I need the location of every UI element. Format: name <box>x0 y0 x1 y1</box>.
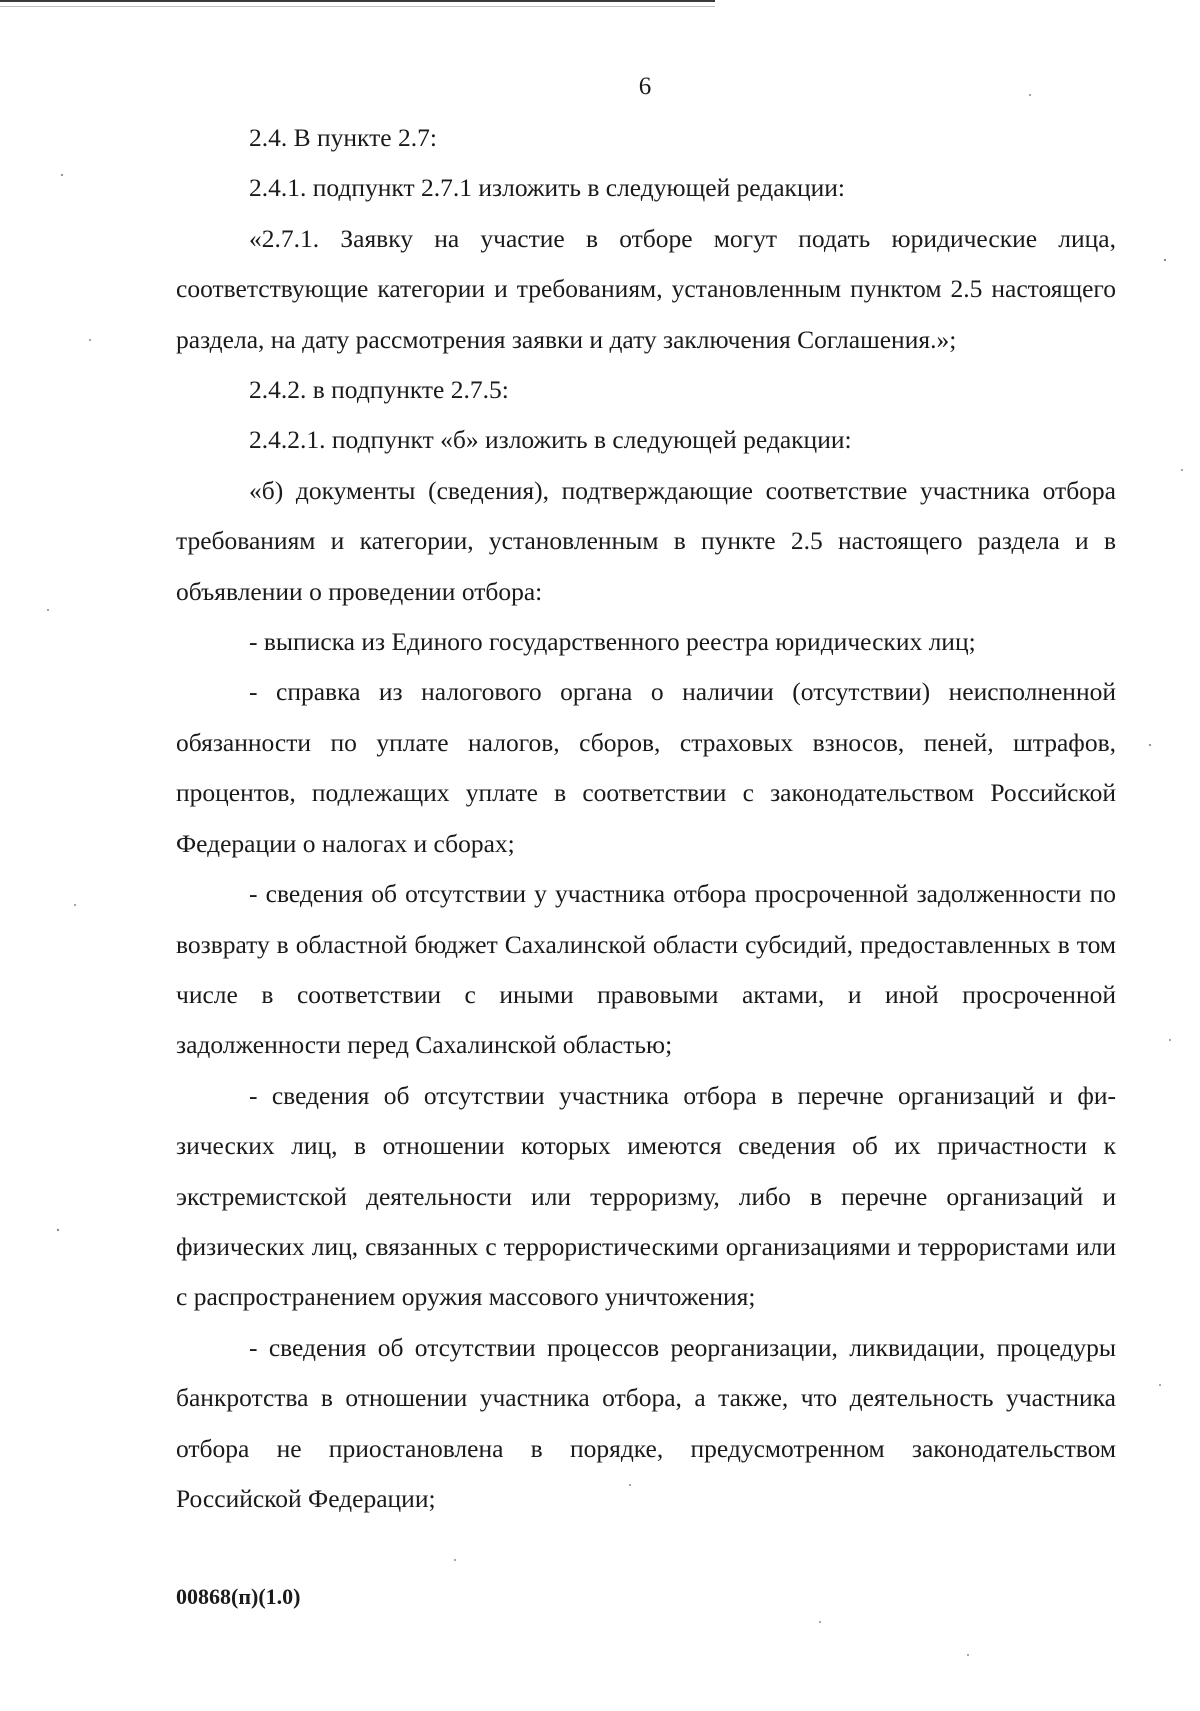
list-item-extremism-lists: - сведения об отсутствии участника отбора в перечне организаций и физических лиц, в отношении которых имеются сведения об их причастности к экстремистской деятельности или терроризму, либо в перечне организаций и физических лиц, связанных с террористическими организациями и террористами или с распространением оружия массового уничтожения; <box>176 1080 1116 1312</box>
paragraph-item-b: «б) документы (сведения), подтверждающие соответствие участника отбора требованиям и категории, установленным в пункте 2.5 настоящего раздела и в объявлении о проведении отбора: <box>176 475 1116 606</box>
paragraph-2-4-2: 2.4.2. в подпункте 2.7.5: <box>249 375 509 405</box>
list-item-egrul-extract: - выписка из Единого государственного реестра юридических лиц; <box>249 627 976 657</box>
list-item-tax-certificate: - справка из налогового органа о наличии (отсутствии) неисполненной обязанности по уплате налогов, сборов, страховых взносов, пеней, штрафов, процентов, подлежащих уплате в соответствии с законодательством Российской Федерации о налогах и сборах; <box>176 677 1116 858</box>
top-border-line <box>0 0 715 2</box>
page-number: 6 <box>638 73 652 100</box>
list-item-overdue-debt: - сведения об отсутствии у участника отбора просроченной задолженности по возврату в областной бюджет Сахалинской области субсидий, предоставленных в том числе в соответствии с иными правовыми актами, и иной просроченной задолженности перед Сахалинской областью; <box>176 879 1116 1060</box>
document-body <box>176 113 1116 1524</box>
document-code: 00868(п)(1.0) <box>176 1584 301 1609</box>
paragraph-2-4-1: 2.4.1. подпункт 2.7.1 изложить в следующей редакции: <box>249 173 845 203</box>
paragraph-2-4-2-1: 2.4.2.1. подпункт «б» изложить в следующей редакции: <box>249 425 852 455</box>
list-item-reorganization: - сведения об отсутствии процессов реорганизации, ликвидации, процедуры банкротства в отношении участника отбора, а также, что деятельность участника отбора не приостановлена в порядке, предусмотренном законодательством Российской Федерации; <box>176 1332 1116 1513</box>
paragraph-2-7-1-text: «2.7.1. Заявку на участие в отборе могут подать юридические лица, соответствующие категории и требованиям, установленным пунктом 2.5 настоящего раздела, на дату рассмотрения заявки и дату заключения Соглашения.»; <box>176 223 1116 354</box>
top-border-line-secondary <box>0 6 715 7</box>
paragraph-2-4: 2.4. В пункте 2.7: <box>249 123 437 152</box>
